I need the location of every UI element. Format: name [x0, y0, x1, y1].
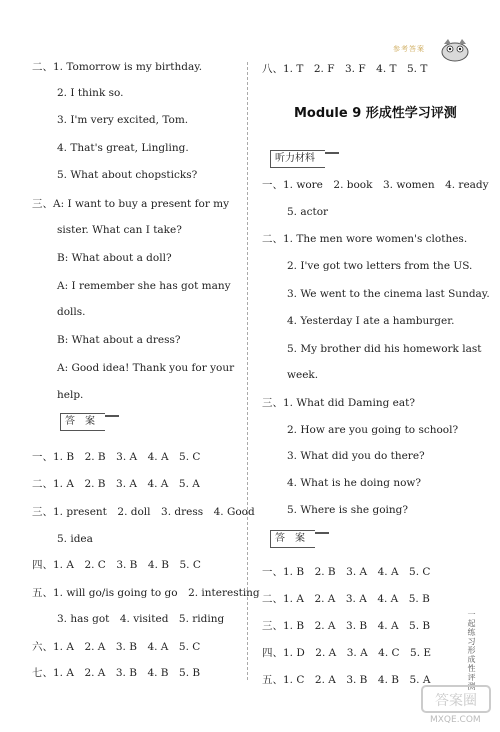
watermark-text: MXQE.COM: [430, 715, 481, 725]
listening-line: 一、1. wore 2. book 3. women 4. ready: [262, 179, 489, 191]
answer-line: 六、1. A 2. A 3. B 4. A 5. C: [32, 641, 201, 653]
passage-line: 三、A: I want to buy a present for my: [32, 198, 230, 210]
listening-line: 3. What did you do there?: [287, 450, 425, 462]
listening-line: 5. Where is she going?: [287, 504, 408, 516]
listening-line: 5. My brother did his homework last: [287, 343, 482, 355]
answer-line: 五、1. C 2. A 3. B 4. B 5. A: [262, 674, 431, 686]
answer-line: 四、1. A 2. C 3. B 4. B 5. C: [32, 559, 201, 571]
answer-line: 三、1. present 2. doll 3. dress 4. Good: [32, 506, 255, 518]
header-tag: 参考答案: [393, 45, 425, 53]
svg-text:答案圈: 答案圈: [435, 693, 477, 709]
passage-line: A: I remember she has got many: [57, 280, 231, 292]
passage-line: A: Good idea! Thank you for your: [57, 362, 235, 374]
answer-line: 一、1. B 2. B 3. A 4. A 5. C: [262, 566, 431, 578]
listening-line: 三、1. What did Daming eat?: [262, 397, 416, 409]
passage-line: 3. I'm very excited, Tom.: [57, 114, 189, 126]
answer-line: 五、1. will go/is going to go 2. interesting: [32, 587, 260, 599]
answer-line: 3. has got 4. visited 5. riding: [57, 613, 225, 625]
listening-line: 2. How are you going to school?: [287, 424, 459, 436]
answer-line: 5. idea: [57, 533, 93, 545]
listening-line: 2. I've got two letters from the US.: [287, 260, 473, 272]
listening-line: 5. actor: [287, 206, 329, 218]
answer-line: 七、1. A 2. A 3. B 4. B 5. B: [32, 667, 201, 679]
listening-line: 4. Yesterday I ate a hamburger.: [287, 315, 455, 327]
side-vertical-text: 一起练习形成性评测: [467, 610, 476, 691]
passage-line: sister. What can I take?: [57, 224, 182, 236]
passage-line: dolls.: [57, 306, 86, 318]
mascot-icon: [438, 36, 472, 62]
answer-line: 四、1. D 2. A 3. A 4. C 5. E: [262, 647, 432, 659]
answer-line: 三、1. B 2. A 3. B 4. A 5. B: [262, 620, 431, 632]
right-top-answers: 八、1. T 2. F 3. F 4. T 5. T: [262, 63, 428, 75]
passage-line: help.: [57, 389, 84, 401]
passage-line: B: What about a doll?: [57, 252, 172, 264]
passage-line: 二、1. Tomorrow is my birthday.: [32, 61, 203, 73]
listening-title: 听力材料: [270, 150, 325, 168]
answer-line: 一、1. B 2. B 3. A 4. A 5. C: [32, 451, 201, 463]
listening-line: 3. We went to the cinema last Sunday.: [287, 288, 490, 300]
passage-line: 2. I think so.: [57, 87, 124, 99]
answer-line: 二、1. A 2. A 3. A 4. A 5. B: [262, 593, 430, 605]
passage-line: 4. That's great, Lingling.: [57, 142, 189, 154]
listening-line: 4. What is he doing now?: [287, 477, 422, 489]
passage-line: 5. What about chopsticks?: [57, 169, 198, 181]
module-title: Module 9 形成性学习评测: [294, 106, 457, 121]
answer-line: 二、1. A 2. B 3. A 4. A 5. A: [32, 478, 200, 490]
left-answer-title: 答 案: [60, 413, 105, 431]
right-answer-title: 答 案: [270, 530, 315, 548]
listening-line: 二、1. The men wore women's clothes.: [262, 233, 468, 245]
listening-line: week.: [287, 369, 319, 381]
passage-line: B: What about a dress?: [57, 334, 181, 346]
